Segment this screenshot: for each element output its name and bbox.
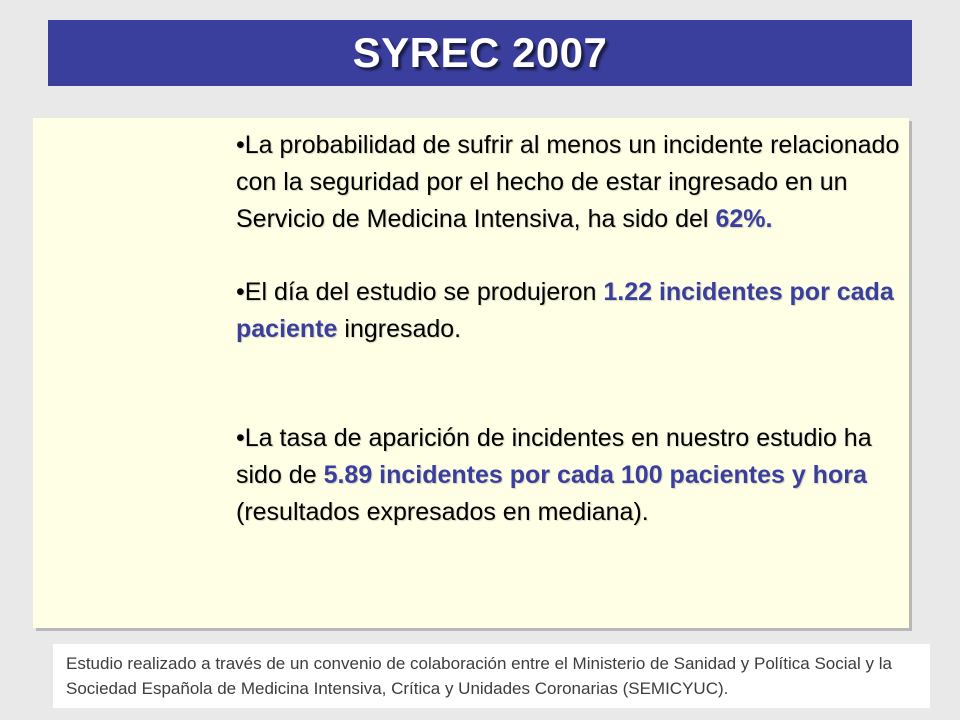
footer-note: Estudio realizado a través de un convenio de colaboración entre el Ministerio de Sanidad y Política Social y la Sociedad Española de Medicina Intensiva, Crítica y Unidades Coronarias (SEMICYUC). [66,654,892,698]
title-banner [48,20,912,86]
bullet-marker: • [236,131,245,159]
bullet-text: La probabilidad de sufrir al menos un incidente relacionado con la seguridad por el hecho de estar ingresado en un Servicio de Medicina Intensiva, ha sido del [236,131,900,233]
bullet-marker: • [236,424,245,452]
bullet-text: La tasa de aparición de incidentes en nuestro estudio ha sido de [236,424,872,489]
bullet-text: (resultados expresados en mediana). [236,498,649,526]
highlight-value: 1.22 incidentes por cada paciente [236,278,894,343]
slide-title: SYREC 2007 [352,29,608,76]
highlight-value: 62%. [715,205,773,233]
bullet-text: El día del estudio se produjeron [244,278,604,306]
bullet-text: ingresado. [337,315,462,343]
bullet-item-incidence-rate [236,420,916,531]
bullet-item-probability [236,127,916,238]
bullet-list [236,127,916,531]
highlight-value: 5.89 incidentes por cada 100 pacientes y hora [323,461,867,489]
bullet-marker: • [236,278,245,306]
bullet-item-incidents-per-patient [236,274,916,348]
